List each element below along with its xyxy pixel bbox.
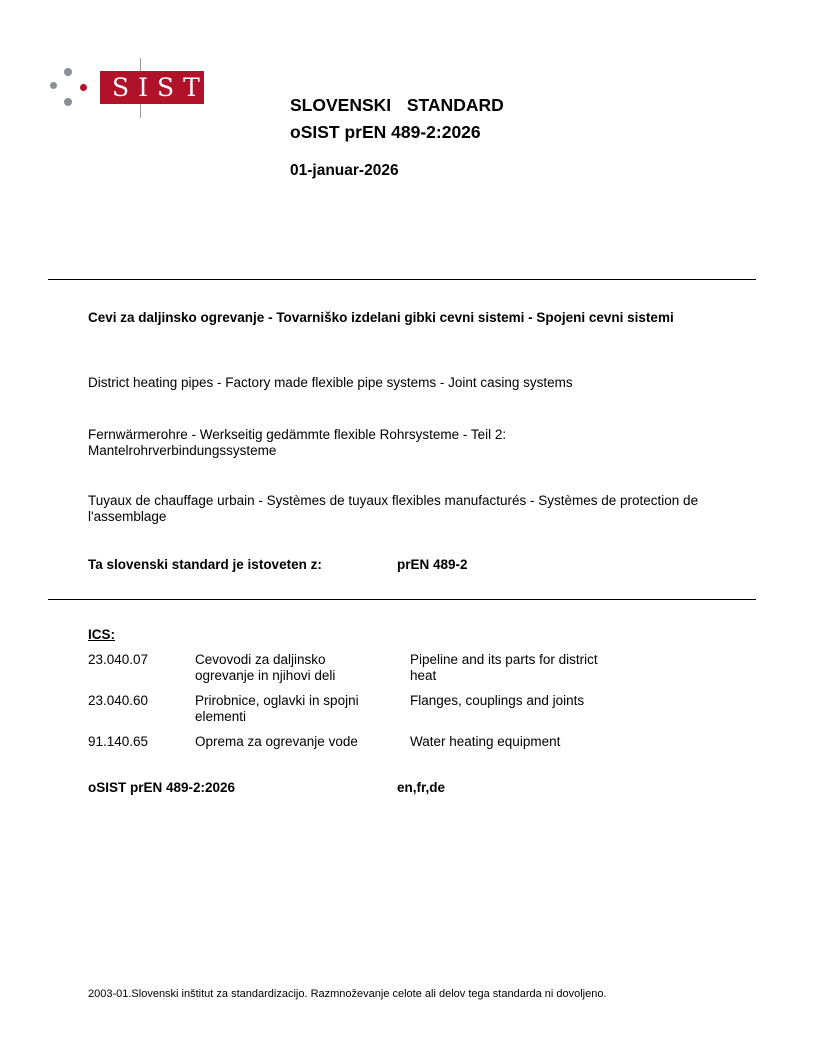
ics-description-en: Water heating equipment [410,734,561,749]
ics-description-sl: Cevovodi za daljinsko ogrevanje in njihovi deli [195,652,336,683]
divider [48,599,756,600]
standard-type: SLOVENSKI STANDARD [290,95,504,115]
ics-description-en: Pipeline and its parts for district heat [410,652,598,683]
sist-logo: SIST [100,71,204,104]
ics-description-sl: Oprema za ogrevanje vode [195,734,358,749]
identical-label: Ta slovenski standard je istoveten z: [88,557,322,572]
logo-dot [80,84,87,91]
title-german: Fernwärmerohre - Werkseitig gedämmte flexible Rohrsysteme - Teil 2: Mantelrohrverbindungssysteme [88,427,507,458]
title-slovenian: Cevi za daljinsko ogrevanje - Tovarniško izdelani gibki cevni sistemi - Spojeni cevni sistemi [88,310,674,325]
identical-value: prEN 489-2 [397,557,468,572]
ics-code: 23.040.07 [88,652,149,667]
title-french: Tuyaux de chauffage urbain - Systèmes de tuyaux flexibles manufacturés - Systèmes de protection de l'assemblage [88,493,699,524]
title-english: District heating pipes - Factory made flexible pipe systems - Joint casing systems [88,375,573,390]
ics-label: ICS: [88,627,115,642]
logo-dot [64,98,72,106]
standard-code: oSIST prEN 489-2:2026 [290,122,481,142]
copyright-footer: 2003-01.Slovenski inštitut za standardizacijo. Razmnoževanje celote ali delov tega standarda ni dovoljeno. [88,988,607,1000]
logo-dot [50,82,57,89]
ics-code: 91.140.65 [88,734,149,749]
divider [48,279,756,280]
logo-dot [64,68,72,76]
publication-date: 01-januar-2026 [290,162,399,179]
ics-description-en: Flanges, couplings and joints [410,693,585,708]
ics-code: 23.040.60 [88,693,149,708]
ics-description-sl: Prirobnice, oglavki in spojni elementi [195,693,359,724]
summary-code: oSIST prEN 489-2:2026 [88,780,236,795]
summary-languages: en,fr,de [397,780,446,795]
